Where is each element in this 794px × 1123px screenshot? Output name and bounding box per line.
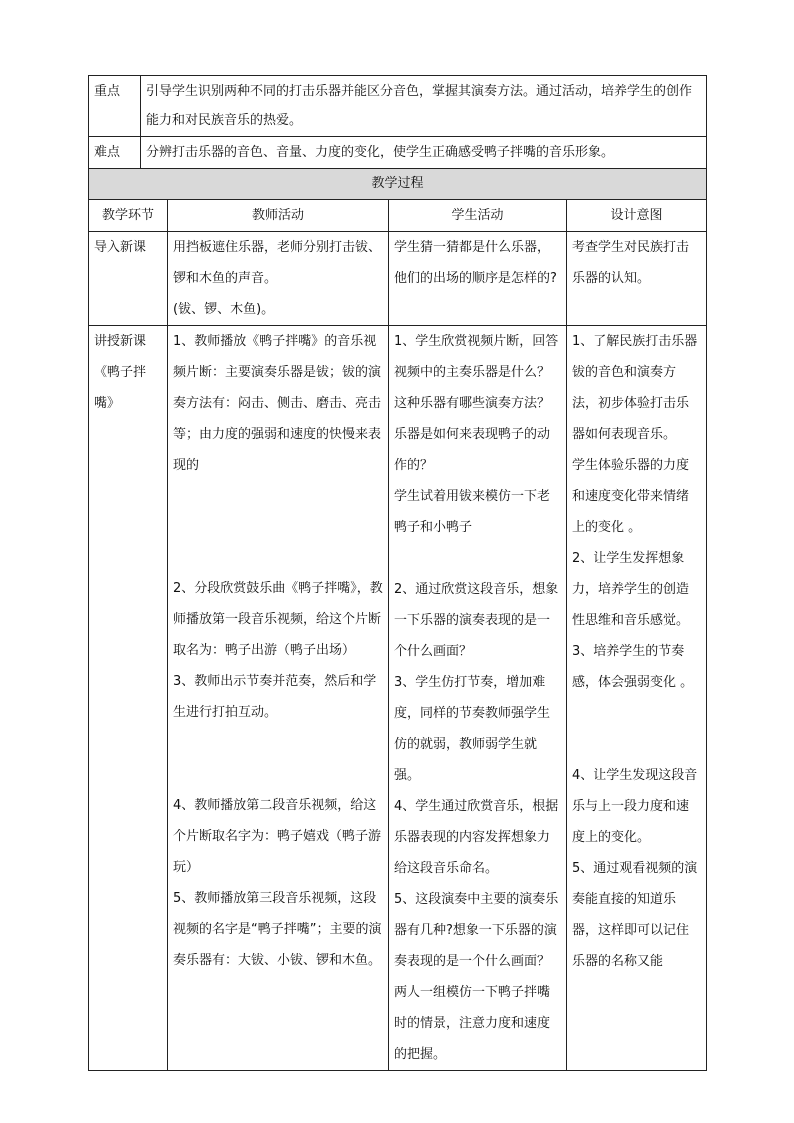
intent-text: 1、了解民族打击乐器钹的音色和演奏方法，初步体验打击乐器如何表现音乐。 [572,334,698,442]
student-cell [389,232,567,326]
spacer [394,543,561,574]
header-row [89,200,707,232]
teacher-cell [168,232,389,326]
student-text: 4、学生通过欣赏音乐，根据乐器表现的内容发挥想象力给这段音乐命名。 [394,799,559,876]
student-text: 5、这段演奏中主要的演奏乐器有几种?想象一下乐器的演奏表现的是一个什么画面？两人一组模仿一下鸭子拌嘴时的情景，注意力度和速度的把握。 [394,892,559,1062]
table-row [89,326,707,1071]
intent-text: 4、让学生发现这段音乐与上一段力度和速度上的变化。 [572,768,698,845]
student-text: 1、学生欣赏视频片断，回答视频中的主奏乐器是什么？ 这种乐器有哪些演奏方法？ 乐器是如何来表现鸭子的动作的？ [394,334,559,473]
spacer [572,698,701,760]
student-cell [389,326,567,1071]
spacer [173,481,383,573]
stage-cell: 导入新课 [89,232,168,326]
teacher-text: 用挡板遮住乐器，老师分别打击钹、锣和木鱼的声音。 [173,240,382,286]
intent-text: 考查学生对民族打击乐器的认知。 [572,240,690,286]
teacher-text: 4、教师播放第二段音乐视频，给这个片断取名字为：鸭子嬉戏（鸭子游玩） [173,798,382,875]
key-point-text: 引导学生识别两种不同的打击乐器并能区分音色，掌握其演奏方法。通过活动，培养学生的创作能力和对民族音乐的热爱。 [141,76,707,137]
difficulty-row [89,137,707,169]
student-text: 2、通过欣赏这段音乐，想象一下乐器的演奏表现的是一个什么画面？ [394,582,559,659]
student-text: 3、学生仿打节奏，增加难度，同样的节奏教师强学生仿的就弱，教师弱学生就强。 [394,675,551,783]
header-teacher: 教师活动 [168,200,389,232]
teacher-text: 5、教师播放第三段音乐视频，这段视频的名字是“鸭子拌嘴”；主要的演奏乐器有：大钹、小钹、锣和木鱼。 [173,891,382,968]
key-points-table [88,75,707,169]
teacher-text: 3、教师出示节奏并范奏，然后和学生进行打拍互动。 [173,674,377,720]
teacher-text: (钹、锣、木鱼)。 [173,302,275,317]
header-stage: 教学环节 [89,200,168,232]
difficulty-label: 难点 [89,137,141,169]
teacher-cell [168,326,389,1071]
teacher-text: 2、分段欣赏鼓乐曲《鸭子拌嘴》，教师播放第一段音乐视频，给这个片断取名为：鸭子出游（鸭子出场） [173,581,383,658]
key-point-row [89,76,707,137]
key-point-label: 重点 [89,76,141,137]
teacher-text: 1、教师播放《鸭子拌嘴》的音乐视频片断：主要演奏乐器是钹；钹的演奏方法有：闷击、侧击、磨击、亮击等；由力度的强弱和速度的快慢来表现的 [173,334,382,473]
header-student: 学生活动 [389,200,567,232]
intent-text: 3、培养学生的节奏感，体会强弱变化 。 [572,644,694,690]
section-title: 教学过程 [89,169,707,200]
intent-text: 5、通过观看视频的演奏能直接的知道乐器，这样即可以记住乐器的名称又能 [572,861,698,969]
intent-cell [567,232,707,326]
intent-cell [567,326,707,1071]
student-text: 学生试着用钹来模仿一下老鸭子和小鸭子 [394,489,551,535]
intent-text: 学生体验乐器的力度和速度变化带来情绪上的变化 。 [572,458,690,535]
header-intent: 设计意图 [567,200,707,232]
stage-cell: 讲授新课《鸭子拌嘴》 [89,326,168,1071]
lesson-plan-document [88,75,706,1071]
intent-text: 2、让学生发挥想象力，培养学生的创造性思维和音乐感觉。 [572,551,690,628]
process-table [88,168,707,1071]
spacer [173,728,383,790]
table-row [89,232,707,326]
difficulty-text: 分辨打击乐器的音色、音量、力度的变化，使学生正确感受鸭子拌嘴的音乐形象。 [141,137,707,169]
student-text: 学生猜一猜都是什么乐器，他们的出场的顺序是怎样的? [394,240,557,286]
